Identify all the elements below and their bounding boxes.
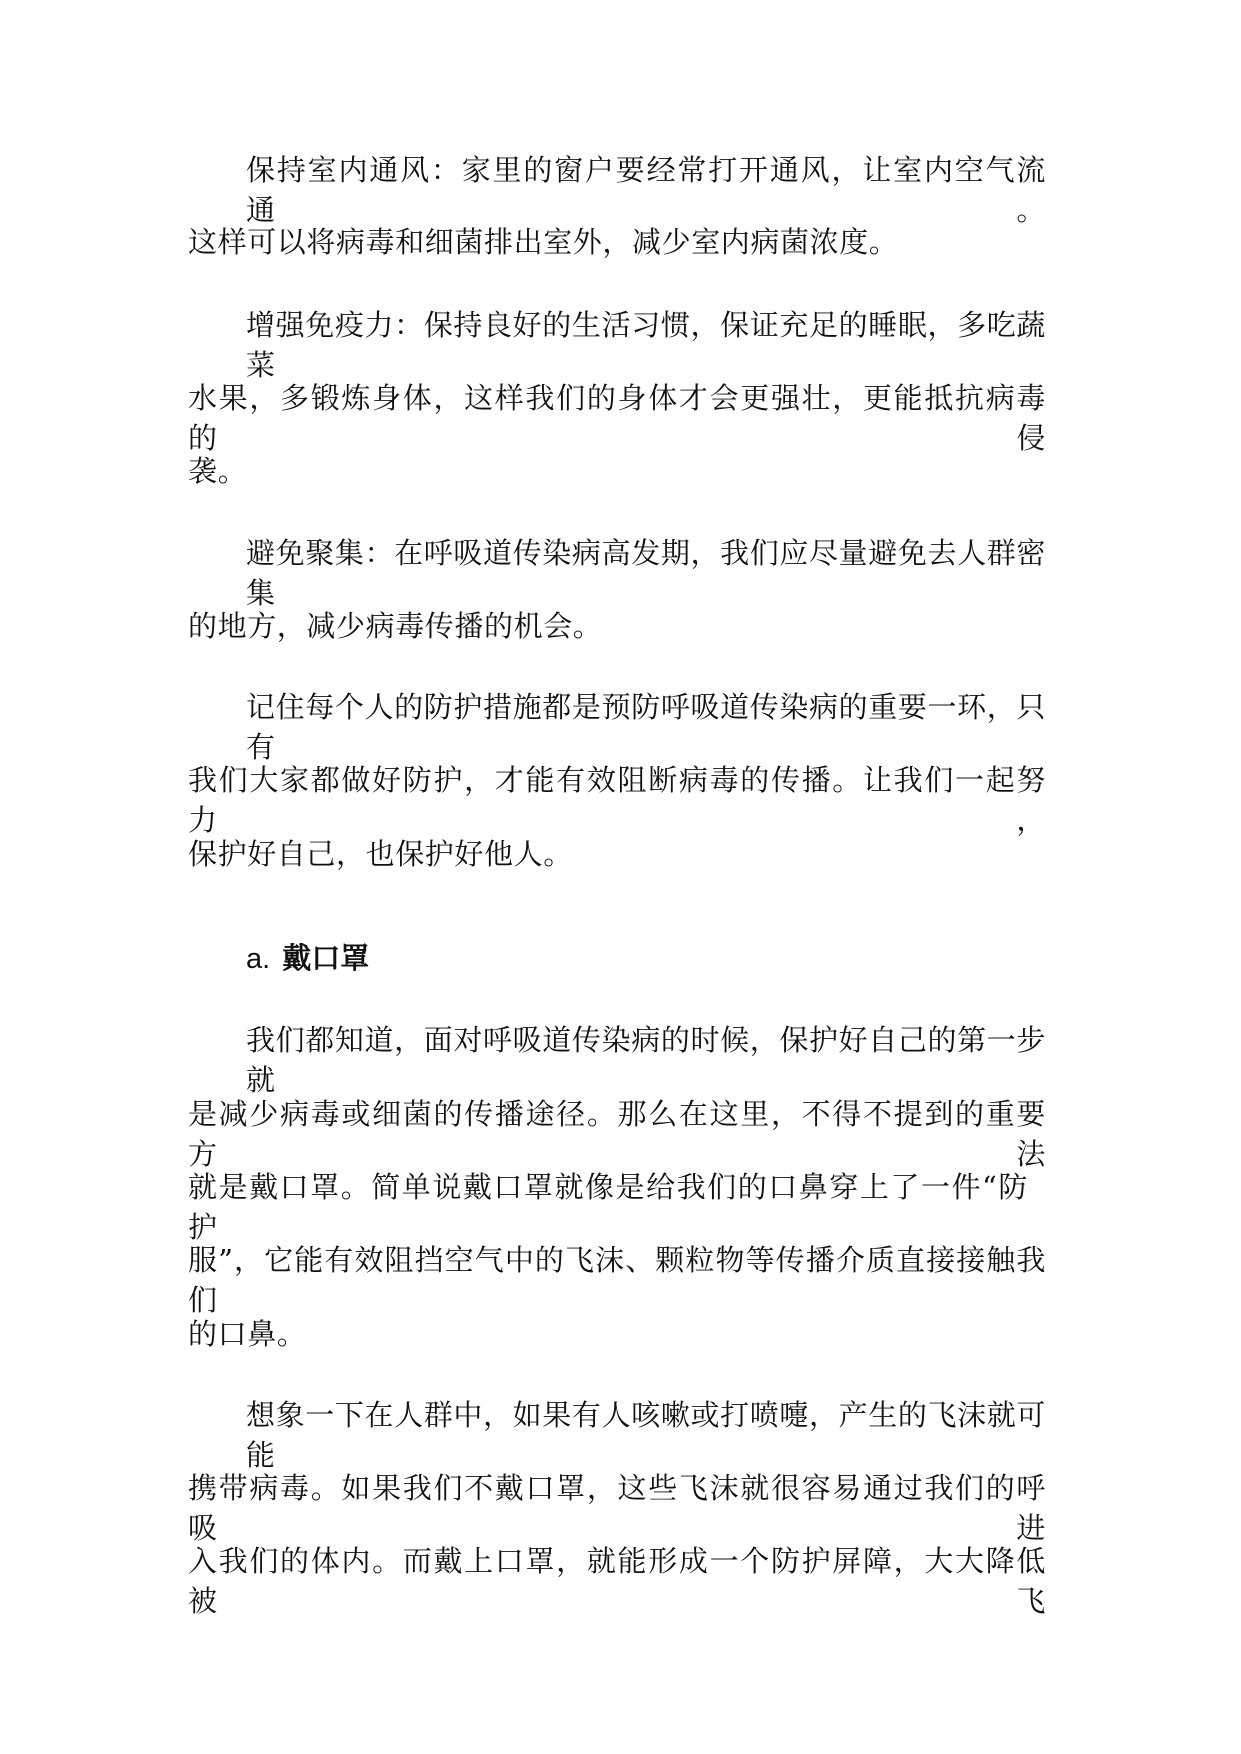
paragraph-5-line-2: 是减少病毒或细菌的传播途径。那么在这里，不得不提到的重要方法 xyxy=(188,1097,1046,1171)
paragraph-2-line-1: 增强免疫力：保持良好的生活习惯，保证充足的睡眠，多吃蔬菜 xyxy=(246,308,1046,382)
heading-marker: a. xyxy=(246,943,271,975)
paragraph-4-line-1: 记住每个人的防护措施都是预防呼吸道传染病的重要一环，只有 xyxy=(246,690,1046,764)
paragraph-6-line-2: 携带病毒。如果我们不戴口罩，这些飞沫就很容易通过我们的呼吸进 xyxy=(188,1471,1046,1545)
paragraph-4-line-3: 保护好自己，也保护好他人。 xyxy=(188,837,573,871)
paragraph-3-line-1: 避免聚集：在呼吸道传染病高发期，我们应尽量避免去人群密集 xyxy=(246,536,1046,610)
paragraph-2-line-2: 水果，多锻炼身体，这样我们的身体才会更强壮，更能抵抗病毒的侵 xyxy=(188,381,1046,455)
paragraph-5-line-4: 服”，它能有效阻挡空气中的飞沫、颗粒物等传播介质直接接触我们 xyxy=(188,1243,1046,1317)
paragraph-5-line-3: 就是戴口罩。简单说戴口罩就像是给我们的口鼻穿上了一件“防护 xyxy=(188,1170,1028,1244)
paragraph-5-line-1: 我们都知道，面对呼吸道传染病的时候，保护好自己的第一步就 xyxy=(246,1023,1046,1097)
paragraph-6-line-1: 想象一下在人群中，如果有人咳嗽或打喷嚏，产生的飞沫就可能 xyxy=(246,1398,1046,1472)
paragraph-1-line-1: 保持室内通风：家里的窗户要经常打开通风，让室内空气流通。 xyxy=(246,153,1046,227)
paragraph-4-line-2: 我们大家都做好防护，才能有效阻断病毒的传播。让我们一起努力， xyxy=(188,763,1046,837)
paragraph-6-line-3: 入我们的体内。而戴上口罩，就能形成一个防护屏障，大大降低被飞 xyxy=(188,1544,1046,1618)
paragraph-5-line-5: 的口鼻。 xyxy=(188,1317,307,1351)
heading-text: 戴口罩 xyxy=(282,941,370,975)
paragraph-1-line-2: 这样可以将病毒和细菌排出室外，减少室内病菌浓度。 xyxy=(188,225,899,259)
paragraph-3-line-2: 的地方，减少病毒传播的机会。 xyxy=(188,609,603,643)
paragraph-2-line-3: 袭。 xyxy=(188,454,248,488)
section-heading xyxy=(246,938,369,979)
